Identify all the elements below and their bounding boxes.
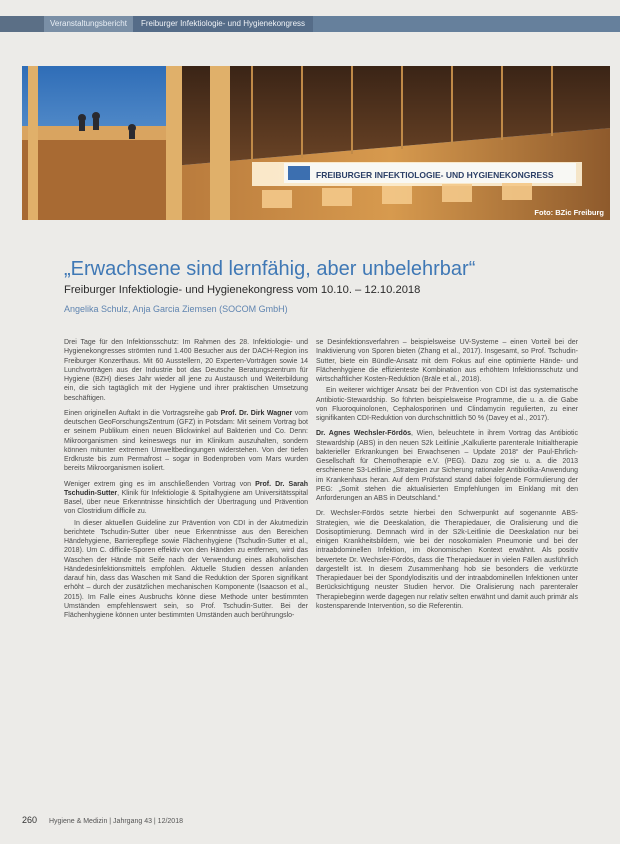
paragraph: Weniger extrem ging es im anschließenden Vortrag von Prof. Dr. Sarah Tschudin-Sutter, Klinik für Infektiologie & Spitalhygiene am Universitätsspital Basel, über neue Erkenntnisse hinsichtlich der Übertragung und Prävention von Clostridium difficile zu.: [64, 480, 308, 516]
section-header-bar: [0, 16, 620, 32]
section-label: Veranstaltungsbericht: [44, 16, 133, 32]
paragraph: Drei Tage für den Infektionsschutz: Im Rahmen des 28. Infektiologie- und Hygienekongresses strömten rund 1.400 Besucher aus der DACH-Region ins Freiburger Konzerthaus. Mit 60 Ausstellern, 20 Experten-Vorträgen sowie 14 Lunchvorträgen aus der Industrie bot das Deutsche Beratungszentrum für Hygiene (BZH) dieses Jahr wieder all jene zu Austausch und Weiterbildung ein, die sich tagtäglich mit der Hygiene und ihrer praktischen Umsetzung beschäftigen.: [64, 339, 308, 402]
paragraph: Dr. Wechsler-Fördös setzte hierbei den Schwerpunkt auf sogenannte ABS-Strategien, wie die Deeskalation, die Therapiedauer, die Oralisierung und die Dosisoptimierung. Demnach wird in der S2k-Leitlinie die Deeskalation nur bei einigen Krankheitsbildern, wie bei der nosokomialen Pneumonie und bei der intraabdominellen Infektion, im ökonomischen Kontext erwähnt. Als positiv bewertete Dr. Wechsler-Fördös, dass die Therapiedauer in vielen Fällen ausführlich dargestellt ist. In diesem Zusammenhang hob sie besonders die verkürzte Therapiedauer bei der Spondylodiszitis und der intraabdominellen Infektionen unter Berücksichtigung neuster Studien hervor. Die Oralisierung nach parenteraler Therapiebeginn werde dagegen nur relativ selten erwähnt und damit auch primär als kostensparende Intervention, so die Referentin.: [316, 510, 578, 610]
speaker-name: Dr. Agnes Wechsler-Fördös: [316, 430, 411, 438]
text-column-left: [64, 338, 308, 626]
congress-building-image: [22, 66, 610, 220]
photo-credit: Foto: BZic Freiburg: [534, 208, 604, 217]
speaker-name: Prof. Dr. Dirk Wagner: [220, 409, 293, 417]
paragraph: Ein weiterer wichtiger Ansatz bei der Prävention von CDI ist das systematische Antibiotic-Stewardship. So führten beispielsweise Programme, die u. a. die Gabe von Fluoroquinolonen, Cephalosporinen und Clindamycin regulierten, zu einer signifikanten CDI-Reduktion von durchschnittlich 50 % (Davey et al., 2017).: [316, 387, 578, 422]
speaker-name: Prof. Dr. Sarah Tschudin-Sutter: [64, 480, 308, 497]
article-title: „Erwachsene sind lernfähig, aber unbelehrbar“: [64, 258, 476, 280]
paragraph: In dieser aktuellen Guideline zur Prävention von CDI in der Akutmedizin berichtete Tschudin-Sutter über neue Erkenntnisse aus den Bereichen Händehygiene, Barrierepflege sowie Flächenhygiene (Tschudin-Sutter et al., 2018). Um C. difficile-Sporen effektiv von den Händen zu entfernen, wird das Waschen der Hände mit Seife nach der Verwendung eines alkoholischen Händedesinfektionsmittels empfohlen. Aktuelle Studien dessen anlanden darauf hin, dass das Waschen mit Sand die Reduktion der Sporen signifikant erhöht – durch der zusätzlichen mechanischen Komponente (Isaacson et al., 2015). Im Falle eines Ausbruchs könne diese Methode unter bestimmten Umständen empfehlenswert sein, so Prof. Tschudin-Sutter. Bei der Flächenhygiene können unter bestimmten Umständen auch berührungslo-: [64, 519, 308, 619]
subsection-label: Freiburger Infektiologie- und Hygienekongress: [133, 16, 313, 32]
congress-banner-text: FREIBURGER INFEKTIOLOGIE- UND HYGIENEKONGRESS: [316, 170, 554, 180]
article-subtitle: Freiburger Infektiologie- und Hygienekongress vom 10.10. – 12.10.2018: [64, 284, 421, 296]
page-number: 260: [22, 815, 38, 825]
paragraph: Einen originellen Auftakt in die Vortragsreihe gab Prof. Dr. Dirk Wagner vom deutschen GeoForschungsZentrum (GFZ) in Potsdam: Mit seinem Vortrag bot er seinem Publikum einen neuen Blickwinkel auf Bakterien und Co. Denn: Mikroorganismen sind keineswegs nur im Klinikum auszuhalten, sondern können mitunter extremen Umweltbedingungen widerstehen. Von der tiefen Erdkruste bis zum Permafrost – sogar in Bodenproben vom Mars wurden bereits Mikroorganismen isoliert.: [64, 409, 308, 473]
text-column-right: [316, 338, 578, 617]
header-bar-fill: [313, 16, 620, 32]
paragraph: Dr. Agnes Wechsler-Fördös, Wien, beleuchtete in ihrem Vortrag das Antibiotic Stewardship (ABS) in den neuen S2k Leitlinie „Kalkulierte parenterale Initialtherapie bakterieller Erkrankungen bei Erwachsenen – Update 2018“ der Paul-Ehrlich-Gesellschaft für Chemotherapie e.V. (PEG). Dazu zog sie u. a. die 2013 erschienene S3-Leitlinie „Strategien zur Sicherung rationaler Antibiotika-Anwendung im Krankenhaus heran. Auf dem Prüfstand stand dabei folgende Formulierung der PEG: „Somit stehen die aktualisierten Empfehlungen im Einklang mit den Anforderungen an ABS in Deutschland.“: [316, 430, 578, 502]
journal-info: Hygiene & Medizin | Jahrgang 43 | 12/2018: [48, 818, 183, 825]
header-bar-accent: [0, 16, 44, 32]
paragraph: se Desinfektionsverfahren – beispielsweise UV-Systeme – einen Vorteil bei der Inaktivierung von Sporen bieten (Zhang et al., 2017). Insgesamt, so Prof. Tschudin-Sutter, biete ein Bündle-Ansatz mit dem Fokus auf eine optimierte Hände- und Flächenhygiene die effizienteste Kombination aus erhöhtem Infektionsschutz und wirtschaftlicher Kosten-Reduktion (Bräle et al., 2018).: [316, 339, 578, 383]
article-authors: Angelika Schulz, Anja Garcia Ziemsen (SOCOM GmbH): [64, 304, 288, 314]
page-footer: [22, 815, 183, 825]
congress-photo: [22, 66, 610, 220]
